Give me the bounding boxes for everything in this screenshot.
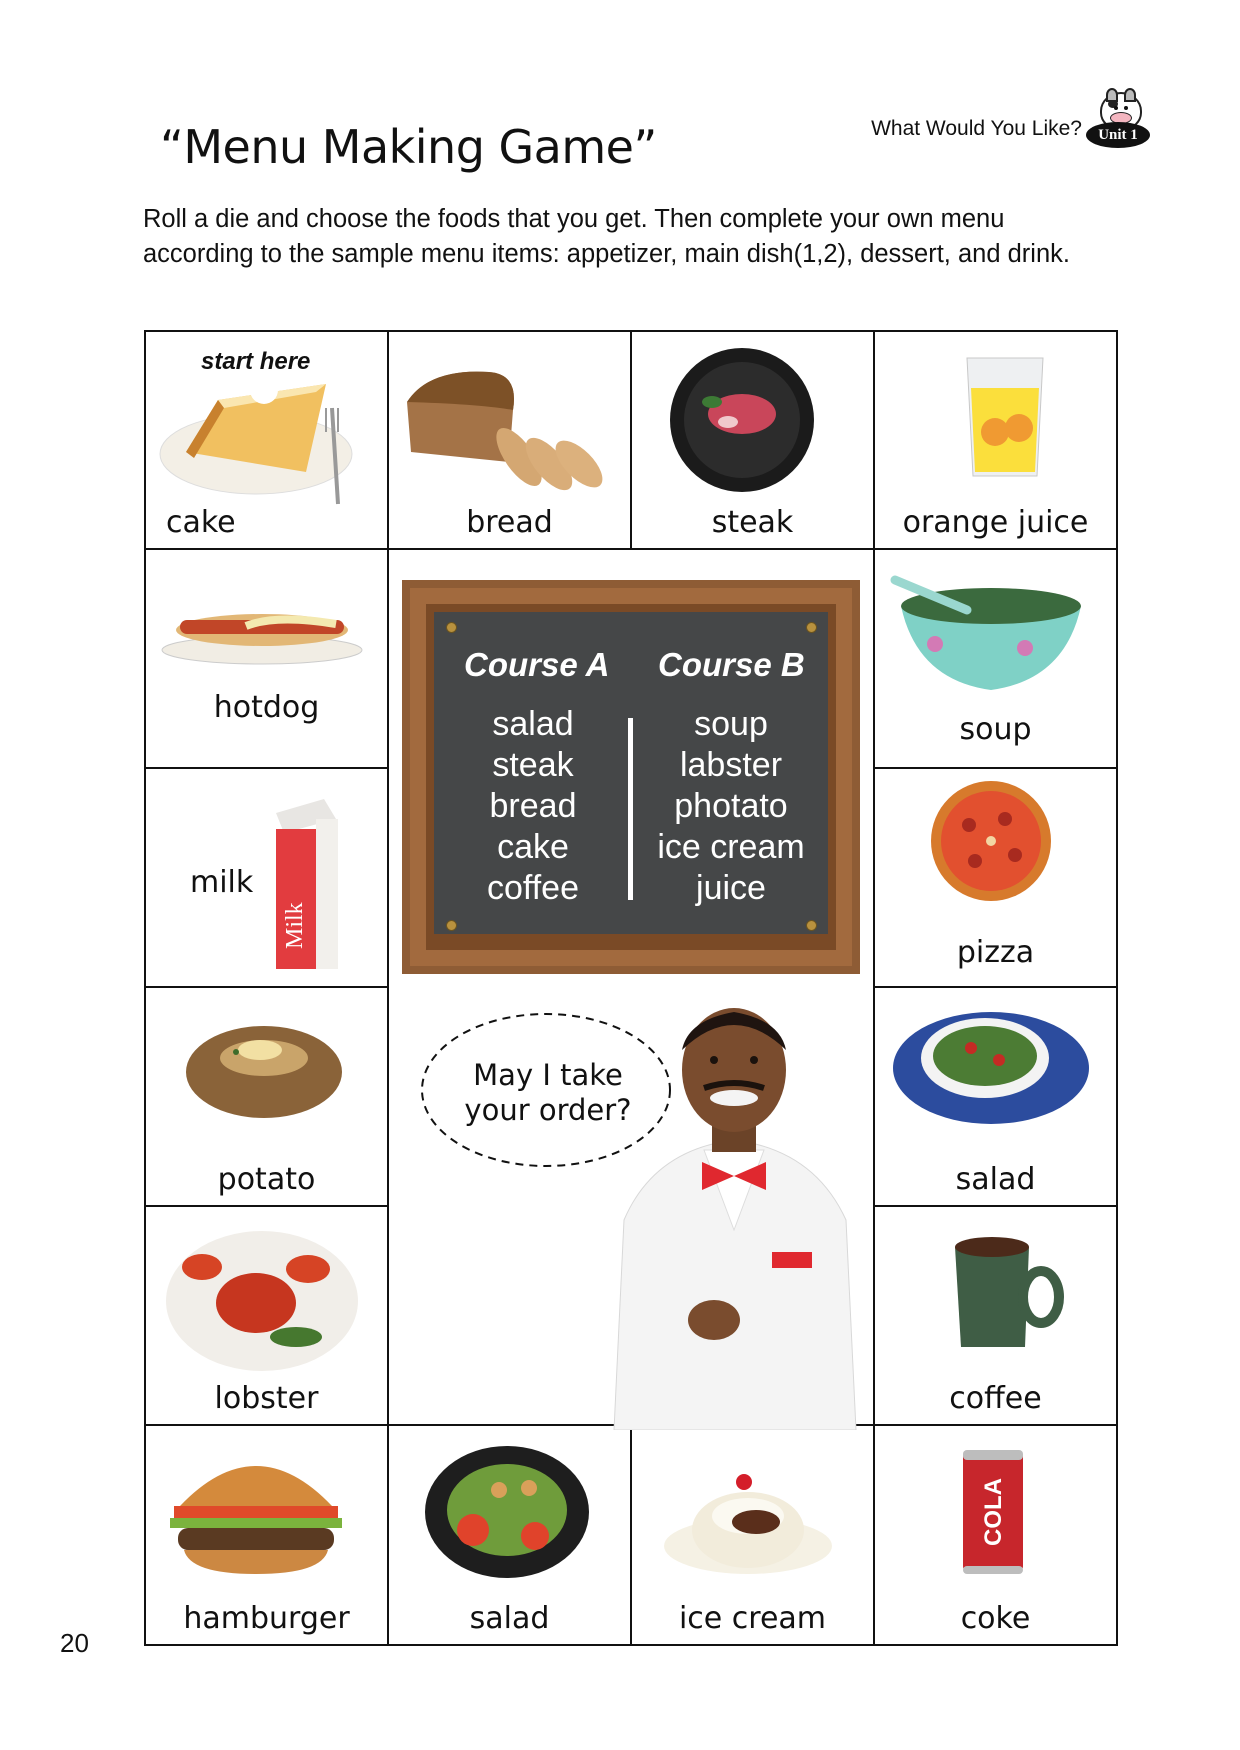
course-a-list [438,704,628,909]
cell-label-lobster: lobster [214,1381,319,1416]
cell-ice-cream[interactable] [630,1424,875,1646]
cell-potato[interactable] [144,986,389,1207]
course-b-list [636,704,826,909]
cell-label-salad-bottom: salad [469,1601,550,1636]
cell-orange-juice[interactable] [873,330,1118,550]
cell-label-pizza: pizza [956,935,1035,970]
course-b-item: ice cream [657,828,805,866]
cell-milk[interactable] [144,767,389,988]
pin-icon [806,920,817,931]
cell-steak[interactable] [630,330,875,550]
cell-coffee[interactable] [873,1205,1118,1426]
cell-lobster[interactable] [144,1205,389,1426]
course-a-item: cake [497,828,569,866]
cell-label-coffee: coffee [949,1381,1042,1416]
unit-title: What Would You Like? [871,117,1082,140]
svg-text:Milk: Milk [282,902,308,949]
cell-coke[interactable] [873,1424,1118,1646]
course-a-item: bread [489,787,577,825]
instructions: Roll a die and choose the foods that you get. Then complete your own menu according to the sample menu items: appetizer, main dish(1,2), dessert, and drink. [143,205,1070,268]
cow-mascot-icon [1086,92,1152,152]
course-a-title: Course A [464,646,610,683]
cell-label-ice-cream: ice cream [678,1601,827,1636]
cell-label-milk: milk [190,865,254,900]
course-a-item: coffee [486,869,579,907]
course-b-item: photato [674,787,788,825]
cell-bread[interactable] [387,330,632,550]
cell-label-potato: potato [217,1162,316,1197]
svg-text:COLA: COLA [980,1478,1007,1546]
cell-salad-bottom[interactable] [387,1424,632,1646]
pin-icon [446,622,457,633]
cell-label-salad-right: salad [955,1162,1036,1197]
speech-line-2: your order? [464,1093,632,1127]
cell-hamburger[interactable] [144,1424,389,1646]
cell-label-soup: soup [959,712,1032,747]
cell-label-bread: bread [466,505,553,540]
cell-hotdog[interactable] [144,548,389,769]
course-a-item: steak [492,746,574,784]
cell-label-hotdog: hotdog [213,690,320,725]
unit-header [871,92,1152,152]
unit-badge: Unit 1 [1086,122,1150,148]
cell-label-hamburger: hamburger [183,1601,350,1636]
cell-label-orange-juice: orange juice [902,505,1089,540]
start-label: start here [201,348,311,375]
game-board [144,330,1116,1646]
course-b-item: soup [694,705,768,743]
hotdog-image [146,550,389,769]
pin-icon [806,622,817,633]
course-b-title: Course B [658,646,805,683]
cell-salad-right[interactable] [873,986,1118,1207]
course-a-item: salad [492,705,574,743]
course-b-item: juice [696,869,766,907]
cell-pizza[interactable] [873,767,1118,988]
page-number: 20 [60,1628,89,1658]
cell-cake[interactable] [144,330,389,550]
page-title: “Menu Making Game” [160,120,657,174]
cell-soup[interactable] [873,548,1118,769]
pin-icon [446,920,457,931]
cell-label-cake: cake [166,505,236,540]
course-b-item: labster [679,746,783,784]
course-divider [628,718,633,900]
cell-label-coke: coke [960,1601,1031,1636]
speech-line-1: May I take [473,1058,623,1092]
waiter-image [594,990,874,1430]
cell-label-steak: steak [711,505,794,540]
menu-chalkboard [402,580,860,974]
